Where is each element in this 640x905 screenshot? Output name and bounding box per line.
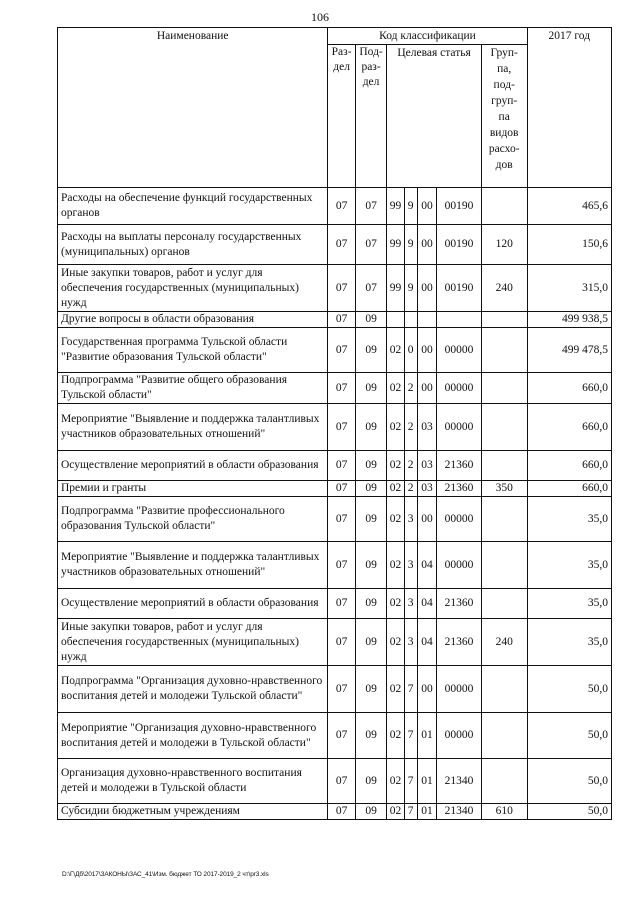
row-t3: 00 [417, 265, 436, 312]
row-podrazdel: 09 [355, 481, 387, 497]
row-amount: 50,0 [527, 804, 611, 820]
row-amount: 35,0 [527, 619, 611, 666]
row-podrazdel: 09 [355, 373, 387, 404]
row-vid [481, 713, 527, 759]
row-name: Иные закупки товаров, работ и услуг для обеспечения государственных (муниципальных) нужд [58, 265, 328, 312]
table-row [58, 188, 612, 225]
row-razdel: 07 [328, 328, 355, 373]
row-vid [481, 312, 527, 328]
row-razdel: 07 [328, 804, 355, 820]
table-body [58, 188, 612, 820]
row-amount: 499 938,5 [527, 312, 611, 328]
row-name: Осуществление мероприятий в области образования [58, 451, 328, 481]
table-row [58, 225, 612, 265]
table-row [58, 451, 612, 481]
row-t2: 9 [404, 265, 417, 312]
row-razdel: 07 [328, 404, 355, 451]
row-vid [481, 497, 527, 542]
budget-table [57, 27, 612, 820]
row-razdel: 07 [328, 188, 355, 225]
row-t4: 00000 [437, 713, 482, 759]
row-t1: 02 [387, 451, 404, 481]
row-podrazdel: 09 [355, 666, 387, 713]
row-podrazdel: 09 [355, 328, 387, 373]
row-podrazdel: 09 [355, 713, 387, 759]
row-razdel: 07 [328, 713, 355, 759]
row-t1: 02 [387, 328, 404, 373]
row-amount: 660,0 [527, 451, 611, 481]
table-row [58, 804, 612, 820]
row-t3: 00 [417, 666, 436, 713]
row-razdel: 07 [328, 619, 355, 666]
row-t1: 02 [387, 481, 404, 497]
row-name: Организация духовно-нравственного воспитания детей и молодежи в Тульской области [58, 759, 328, 804]
row-t1: 99 [387, 265, 404, 312]
row-t4: 00000 [437, 542, 482, 589]
row-podrazdel: 09 [355, 542, 387, 589]
row-podrazdel: 09 [355, 404, 387, 451]
row-razdel: 07 [328, 225, 355, 265]
row-t2: 2 [404, 451, 417, 481]
table-row [58, 542, 612, 589]
row-amount: 50,0 [527, 666, 611, 713]
row-vid [481, 666, 527, 713]
row-vid: 240 [481, 619, 527, 666]
row-t3: 00 [417, 328, 436, 373]
row-t1: 02 [387, 666, 404, 713]
row-t4: 21360 [437, 619, 482, 666]
row-t4: 21360 [437, 589, 482, 619]
row-amount: 50,0 [527, 713, 611, 759]
table-row [58, 497, 612, 542]
row-amount: 35,0 [527, 542, 611, 589]
row-t3: 00 [417, 225, 436, 265]
table-row [58, 619, 612, 666]
row-t1: 99 [387, 225, 404, 265]
row-vid: 610 [481, 804, 527, 820]
row-vid [481, 759, 527, 804]
table-row [58, 404, 612, 451]
table-row [58, 481, 612, 497]
row-t4: 00000 [437, 666, 482, 713]
row-t2: 7 [404, 666, 417, 713]
row-podrazdel: 07 [355, 265, 387, 312]
row-vid [481, 451, 527, 481]
row-vid [481, 373, 527, 404]
row-name: Подпрограмма "Развитие общего образования Тульской области" [58, 373, 328, 404]
row-t3 [417, 312, 436, 328]
row-podrazdel: 09 [355, 497, 387, 542]
header-subsection: Под- раз- дел [355, 45, 387, 188]
row-amount: 50,0 [527, 759, 611, 804]
row-t1: 02 [387, 804, 404, 820]
page-number: 106 [311, 10, 329, 24]
row-amount: 35,0 [527, 589, 611, 619]
row-t2: 7 [404, 804, 417, 820]
row-t3: 03 [417, 481, 436, 497]
row-podrazdel: 09 [355, 312, 387, 328]
header-section: Раз- дел [328, 45, 355, 188]
header-group: Груп- па, под- груп- па видов расхо- дов [481, 45, 527, 188]
row-t4: 00000 [437, 404, 482, 451]
row-vid [481, 404, 527, 451]
row-t3: 04 [417, 589, 436, 619]
row-t4: 00000 [437, 497, 482, 542]
row-vid [481, 542, 527, 589]
row-amount: 499 478,5 [527, 328, 611, 373]
table-row [58, 373, 612, 404]
row-razdel: 07 [328, 451, 355, 481]
row-t2: 3 [404, 542, 417, 589]
row-vid: 120 [481, 225, 527, 265]
row-razdel: 07 [328, 759, 355, 804]
row-t2: 3 [404, 497, 417, 542]
row-podrazdel: 09 [355, 759, 387, 804]
row-t2: 3 [404, 589, 417, 619]
row-name: Мероприятие "Выявление и поддержка талантливых участников образовательных отношений" [58, 404, 328, 451]
row-amount: 35,0 [527, 497, 611, 542]
header-target: Целевая статья [387, 45, 482, 188]
header-year: 2017 год [527, 28, 611, 188]
row-name: Мероприятие "Организация духовно-нравственного воспитания детей и молодежи в Тульской области" [58, 713, 328, 759]
row-t1: 02 [387, 542, 404, 589]
row-t3: 01 [417, 804, 436, 820]
row-t1: 02 [387, 373, 404, 404]
row-razdel: 07 [328, 265, 355, 312]
row-razdel: 07 [328, 312, 355, 328]
row-amount: 660,0 [527, 373, 611, 404]
row-t1 [387, 312, 404, 328]
row-t3: 04 [417, 619, 436, 666]
row-amount: 315,0 [527, 265, 611, 312]
row-name: Подпрограмма "Организация духовно-нравственного воспитания детей и молодежи Тульской области" [58, 666, 328, 713]
row-name: Субсидии бюджетным учреждениям [58, 804, 328, 820]
row-t3: 03 [417, 404, 436, 451]
row-name: Мероприятие "Выявление и поддержка талантливых участников образовательных отношений" [58, 542, 328, 589]
row-t4: 00000 [437, 373, 482, 404]
row-t3: 03 [417, 451, 436, 481]
row-t3: 01 [417, 713, 436, 759]
row-t2: 2 [404, 404, 417, 451]
row-name: Премии и гранты [58, 481, 328, 497]
row-amount: 150,6 [527, 225, 611, 265]
row-name: Государственная программа Тульской области "Развитие образования Тульской области" [58, 328, 328, 373]
row-name: Другие вопросы в области образования [58, 312, 328, 328]
row-t1: 02 [387, 759, 404, 804]
row-t4: 00000 [437, 328, 482, 373]
row-t3: 00 [417, 497, 436, 542]
row-t1: 02 [387, 404, 404, 451]
table-row [58, 589, 612, 619]
table-row [58, 312, 612, 328]
row-vid [481, 328, 527, 373]
header-code: Код классификации [328, 28, 527, 45]
row-t4: 00190 [437, 188, 482, 225]
row-razdel: 07 [328, 542, 355, 589]
row-t3: 00 [417, 373, 436, 404]
row-t1: 02 [387, 589, 404, 619]
table-row [58, 713, 612, 759]
row-vid [481, 188, 527, 225]
header-name: Наименование [58, 28, 328, 188]
row-t2: 0 [404, 328, 417, 373]
row-podrazdel: 09 [355, 451, 387, 481]
row-t2: 2 [404, 481, 417, 497]
row-t1: 99 [387, 188, 404, 225]
row-t1: 02 [387, 497, 404, 542]
row-podrazdel: 07 [355, 225, 387, 265]
row-razdel: 07 [328, 373, 355, 404]
row-podrazdel: 09 [355, 804, 387, 820]
file-path-footer: D:\Г\Дб\2017\ЗАКОНЫ\ЗАС_41\Изм. бюджет ТО 2017-2019_2 чт\pr3.xls [62, 871, 269, 878]
row-t4: 21340 [437, 759, 482, 804]
row-t1: 02 [387, 713, 404, 759]
row-podrazdel: 07 [355, 188, 387, 225]
table-row [58, 666, 612, 713]
row-t2: 7 [404, 759, 417, 804]
row-razdel: 07 [328, 497, 355, 542]
row-t3: 00 [417, 188, 436, 225]
row-razdel: 07 [328, 589, 355, 619]
row-name: Осуществление мероприятий в области образования [58, 589, 328, 619]
row-podrazdel: 09 [355, 619, 387, 666]
row-name: Подпрограмма "Развитие профессионального образования Тульской области" [58, 497, 328, 542]
row-t2: 7 [404, 713, 417, 759]
row-t4: 00190 [437, 225, 482, 265]
row-razdel: 07 [328, 666, 355, 713]
row-t1: 02 [387, 619, 404, 666]
row-vid [481, 589, 527, 619]
row-t2 [404, 312, 417, 328]
row-name: Расходы на выплаты персоналу государственных (муниципальных) органов [58, 225, 328, 265]
row-t2: 9 [404, 225, 417, 265]
row-amount: 660,0 [527, 404, 611, 451]
row-t4: 21360 [437, 451, 482, 481]
row-t2: 9 [404, 188, 417, 225]
row-t2: 2 [404, 373, 417, 404]
table-row [58, 265, 612, 312]
table-row [58, 759, 612, 804]
row-razdel: 07 [328, 481, 355, 497]
row-amount: 465,6 [527, 188, 611, 225]
row-name: Иные закупки товаров, работ и услуг для обеспечения государственных (муниципальных) нужд [58, 619, 328, 666]
row-t4: 21340 [437, 804, 482, 820]
row-t4: 21360 [437, 481, 482, 497]
row-amount: 660,0 [527, 481, 611, 497]
row-t3: 01 [417, 759, 436, 804]
row-t2: 3 [404, 619, 417, 666]
row-t4 [437, 312, 482, 328]
row-t3: 04 [417, 542, 436, 589]
row-podrazdel: 09 [355, 589, 387, 619]
row-vid: 350 [481, 481, 527, 497]
row-name: Расходы на обеспечение функций государственных органов [58, 188, 328, 225]
table-row [58, 328, 612, 373]
row-vid: 240 [481, 265, 527, 312]
row-t4: 00190 [437, 265, 482, 312]
